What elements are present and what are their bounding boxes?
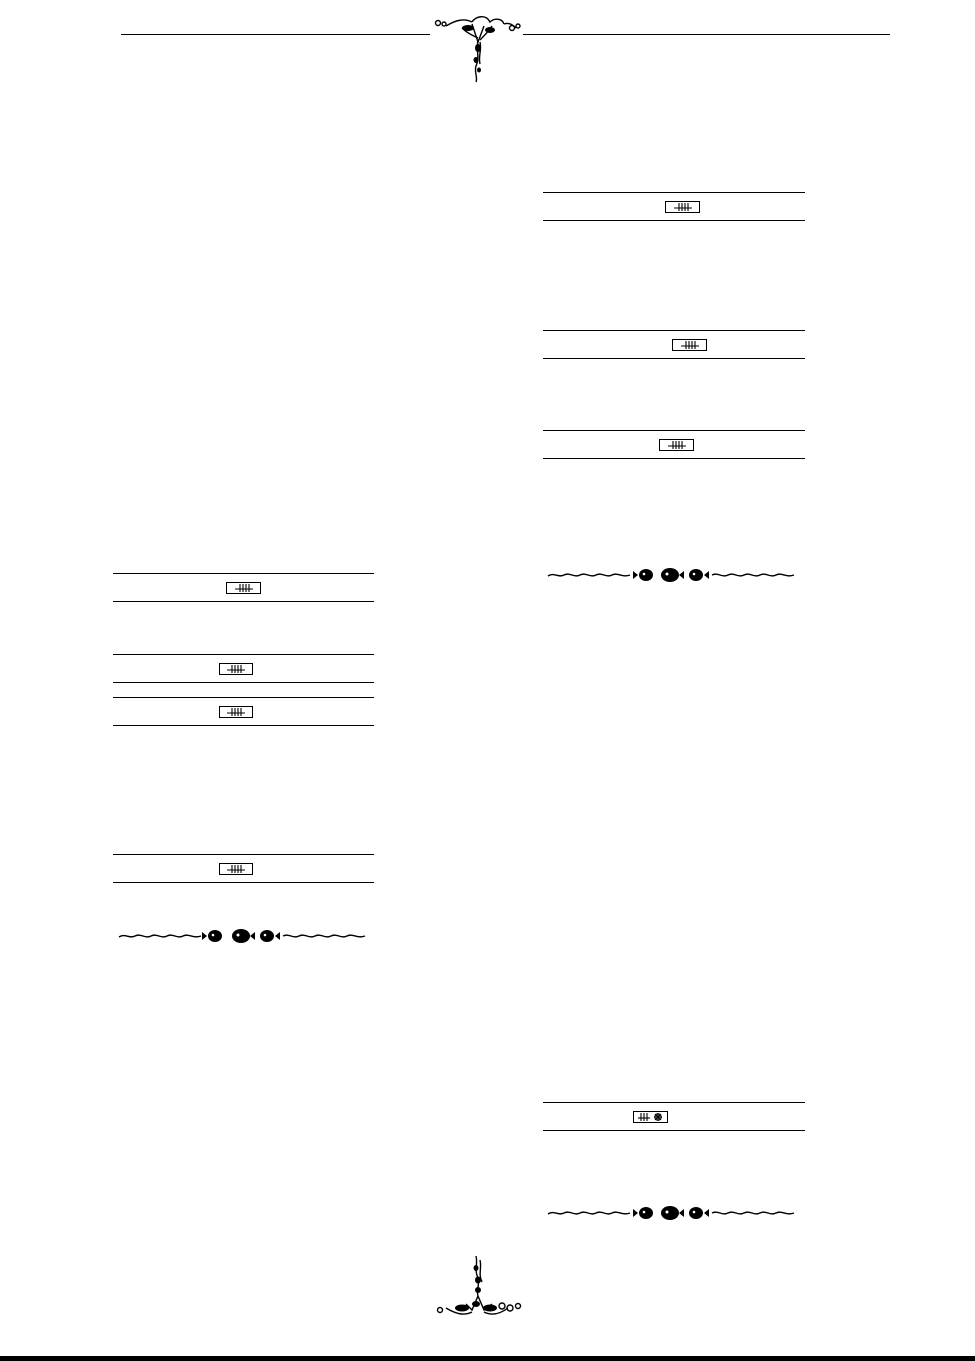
- floral-ornament-bottom-icon: [432, 1254, 524, 1320]
- header-rule-right: [523, 34, 890, 35]
- steam-fan-icon: [633, 1111, 668, 1123]
- left-section-band-2: [113, 654, 374, 683]
- fish-wave-divider-icon: [117, 927, 367, 945]
- left-section-band-1: [113, 573, 374, 602]
- right-section-band-1: [543, 192, 805, 221]
- steam-cook-icon: [219, 863, 253, 875]
- right-section-band-4: [543, 1102, 805, 1131]
- page-bottom-edge: [0, 1356, 975, 1361]
- steam-cook-icon: [219, 706, 253, 718]
- floral-ornament-top-icon: [432, 14, 524, 84]
- right-section-band-2: [543, 330, 805, 359]
- steam-cook-icon: [672, 339, 707, 351]
- steam-cook-icon: [665, 201, 700, 213]
- steam-cook-icon: [219, 663, 253, 675]
- left-section-band-4: [113, 854, 374, 883]
- left-section-band-3: [113, 697, 374, 726]
- header-rule-left: [121, 34, 430, 35]
- fish-wave-divider-icon: [546, 566, 796, 584]
- steam-cook-icon: [226, 582, 261, 594]
- right-section-band-3: [543, 430, 805, 459]
- fish-wave-divider-icon: [546, 1204, 796, 1222]
- steam-cook-icon: [659, 439, 694, 451]
